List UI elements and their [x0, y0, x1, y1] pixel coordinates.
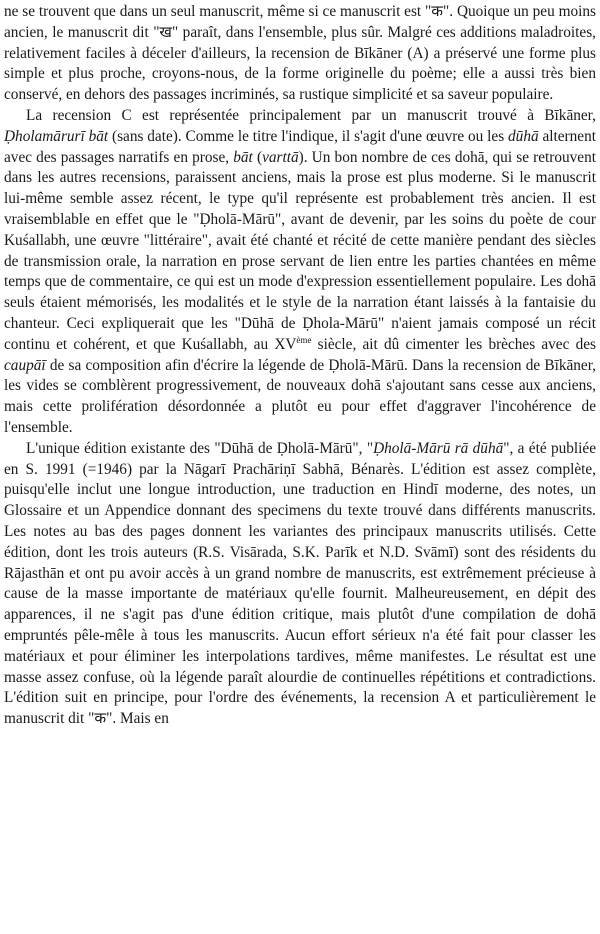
italic-text: Ḍholā-Mārū rā dūhā [373, 439, 504, 457]
italic-text: Ḍholamārurī bāt [4, 127, 109, 145]
superscript-text: ème [296, 334, 312, 345]
text-run: L'unique édition existante des "Dūhā de Ḍholā-Mārū", " [26, 439, 374, 457]
text-run: ", a été publiée en S. 1991 (=1946) par la Nāgarī Prachāriṇī Sabhā, Bénarès. L'édition est assez complète, puisqu'elle inclut une longue introduction, une traduction en Hindī moderne, des notes, un Glossaire et un Appendice donnant des specimens du texte trouvé dans différents manuscrits. Les notes au bas des pages donnent les variantes des principaux manuscrits utilisés. Cette édition, dont les trois auteurs (R.S. Visārada, S.K. Parīk et N.D. Svāmī) sont des résidents du Rājasthān et ont pu avoir accès à un grand nombre de manuscrits, est extrêmement précieuse à cause de la masse importante de matériaux qu'elle fournit. Malheureusement, en dépit des apparences, il ne s'agit pas d'une édition critique, mais plutôt d'une compilation de dohā empruntés pêle-mêle à tous les manuscrits. Aucun effort sérieux n'a été fait pour classer les matériaux et pour éliminer les interpolations tardives, même manifestes. Le résultat est une masse assez confuse, où la légende paraît alourdie de continuelles répétitions et contradictions. L'édition suit en principe, pour l'ordre des événements, la recension A et particulièrement le manuscrit dit "क". Mais en [4, 439, 596, 728]
paragraph-2 [4, 106, 596, 439]
text-run: alternent avec des passages narratifs en prose, [4, 127, 596, 166]
text-run: ne se trouvent que dans un seul manuscrit, même si ce manuscrit est "क". Quoique un peu moins ancien, le manuscrit dit "ख" paraît, dans l'ensemble, plus sûr. Malgré ces additions maladroites, relativement faciles à déceler d'ailleurs, la recension de Bīkāner (A) a préservé une forme plus simple et plus proche, croyons-nous, de la forme originelle du poème; elle a aussi très bien conservé, en dehors des passages incriminés, sa rustique simplicité et sa saveur populaire. [4, 3, 596, 104]
paragraph-3 [4, 439, 596, 730]
text-run: ( [252, 148, 263, 166]
text-run: (sans date). Comme le titre l'indique, il s'agit d'une œuvre ou les [108, 127, 509, 145]
text-run: de sa composition afin d'écrire la légende de Ḍholā-Mārū. Dans la recension de Bīkāner, les vides se comblèrent progressivement, de nouveaux dohā s'ajoutant sans cesse aux anciens, mais cette prolifération désordonnée a plutôt eu pour effet d'aggraver l'incohérence de l'ensemble. [4, 356, 596, 436]
paragraph-1 [4, 2, 596, 106]
text-run: La recension C est représentée principalement par un manuscrit trouvé à Bīkāner, [26, 106, 596, 124]
italic-text: bāt [233, 148, 253, 166]
italic-text: varttā [262, 148, 299, 166]
text-run: siècle, ait dû cimenter les brèches avec des [311, 335, 596, 353]
italic-text: dūhā [508, 127, 539, 145]
italic-text: caupāī [4, 356, 46, 374]
text-run: ). Un bon nombre de ces dohā, qui se retrouvent dans les autres recensions, paraissent anciens, mais la prose est plus moderne. Si le manuscrit lui-même semble assez récent, le type qu'il représente est probablement très ancien. Il est vraisemblable en effet que le "Ḍholā-Mārū", avant de devenir, par les soins du poète de cour Kuśallabh, une œuvre "littéraire", avait été chanté et récité de cette manière pendant des siècles de transmission orale, la narration en prose servant de lien entre les parties chantées en même temps que de commentaire, ce qui est un mode d'expression essentiellement populaire. Les dohā seuls étaient mémorisés, les modalités et le style de la narration étant laissés à la fantaisie du chanteur. Ceci expliquerait que les "Dūhā de Ḍhola-Mārū" n'aient jamais composé un récit continu et cohérent, et que Kuśallabh, au XV [4, 148, 596, 353]
